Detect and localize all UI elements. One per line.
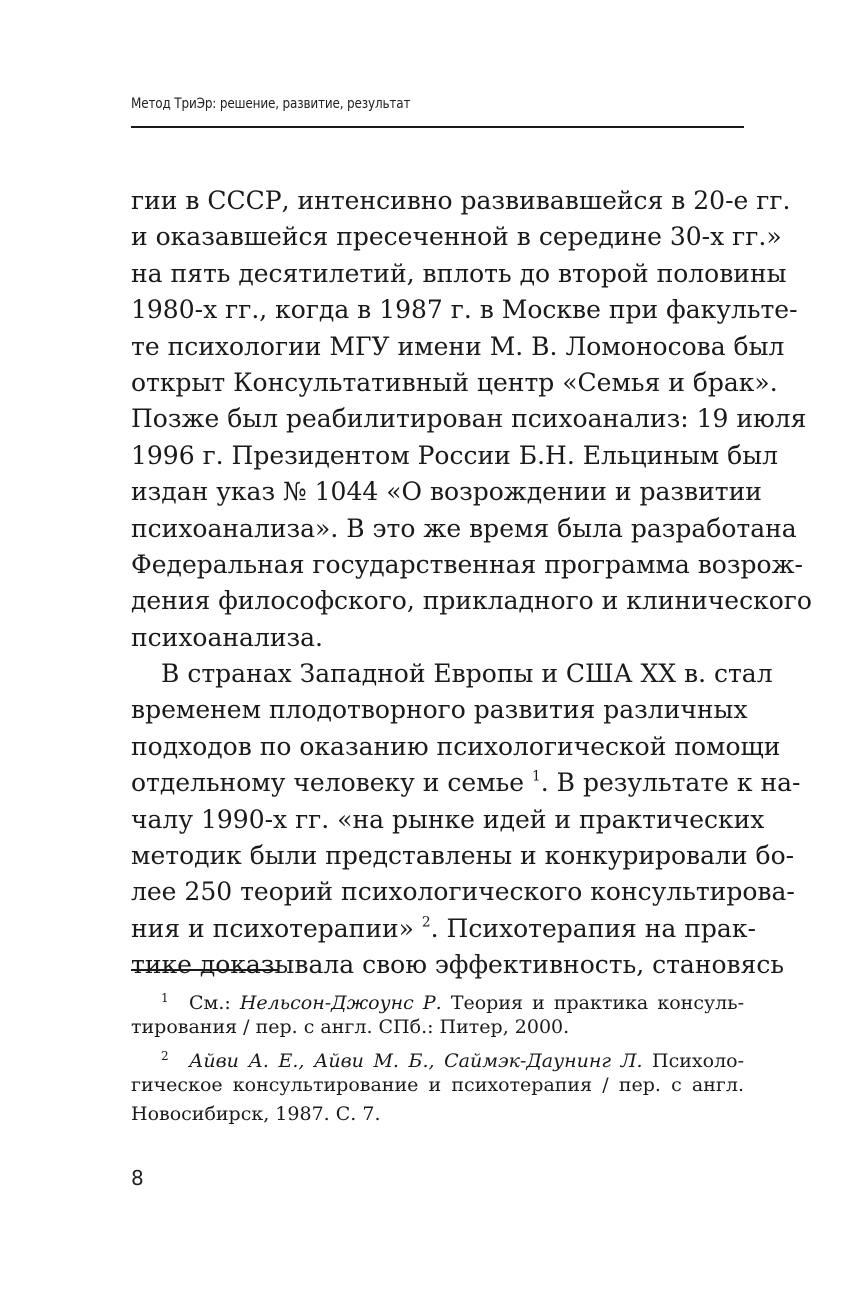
text-line: психоанализа». В это же время была разработана — [131, 513, 797, 543]
text-fragment: Психоло- — [642, 1050, 744, 1072]
footnote-1 — [131, 984, 744, 1013]
text-line: издан указ № 1044 «О возрождении и развитии — [131, 477, 762, 507]
text-line: дения философского, прикладного и клинического — [131, 586, 812, 616]
text-fragment: ния и психотерапии» — [131, 913, 422, 943]
footnote-author: Айви А. Е., Айви М. Б., Саймэк-Даунинг Л. — [189, 1050, 643, 1072]
text-line: чалу 1990-х гг. «на рынке идей и практических — [131, 804, 765, 834]
text-line: Позже был реабилитирован психоанализ: 19 июля — [131, 404, 807, 434]
footnote-line: Новосибирск, 1987. С. 7. — [131, 1103, 381, 1125]
text-line: Федеральная государственная программа возрож- — [131, 549, 803, 579]
text-line: гии в СССР, интенсивно развивавшейся в 20-е гг. — [131, 186, 791, 215]
footnote-line: тирования / пер. с англ. СПб.: Питер, 2000. — [131, 1016, 570, 1038]
footnote-mark: 1 — [161, 991, 169, 1005]
text-line: 1996 г. Президентом России Б.Н. Ельциным был — [131, 440, 779, 470]
footnote-ref-1[interactable]: 1 — [532, 768, 541, 785]
body-text — [131, 183, 812, 984]
page-number: 8 — [131, 1166, 144, 1190]
text-line: подходов по оказанию психологической помощи — [131, 731, 781, 761]
text-line: тике доказывала свою эффективность, становясь — [131, 950, 785, 980]
footnote-author: Нельсон-Джоунс Р. — [239, 992, 442, 1014]
text-fragment: . В результате к на- — [540, 768, 801, 798]
text-line: лее 250 теорий психологического консультирова- — [131, 877, 795, 907]
text-line — [131, 911, 756, 947]
text-line: методик были представлены и конкурировали бо- — [131, 841, 795, 871]
text-line: открыт Консультативный центр «Семья и брак». — [131, 367, 778, 397]
footnote-2 — [131, 1042, 744, 1071]
header-rule — [131, 126, 744, 128]
running-head: Метод ТриЭр: решение, развитие, результат — [131, 96, 411, 112]
footnote-mark: 2 — [161, 1049, 169, 1063]
text-fragment: Теория и практика консуль- — [441, 992, 744, 1014]
text-line — [131, 765, 801, 801]
text-line: 1980-х гг., когда в 1987 г. в Москве при факульте- — [131, 295, 798, 325]
footnote-ref-2[interactable]: 2 — [421, 914, 431, 931]
text-line: и оказавшейся пресеченной в середине 30-х гг.» — [131, 222, 782, 252]
text-line: психоанализа. — [131, 622, 323, 652]
text-fragment: См.: — [189, 992, 240, 1014]
text-line: В странах Западной Европы и США XX в. стал — [161, 659, 773, 689]
text-line: те психологии МГУ имени М. В. Ломоносова был — [131, 331, 785, 361]
footnote-line: гическое консультирование и психотерапия / пер. с англ. — [131, 1074, 744, 1096]
footnotes — [131, 984, 744, 1129]
text-fragment: . Психотерапия на прак- — [430, 913, 756, 943]
text-line: на пять десятилетий, вплоть до второй половины — [131, 258, 787, 288]
text-fragment: отдельному человеку и семье — [131, 768, 532, 798]
text-line: временем плодотворного развития различных — [131, 695, 748, 725]
footnote-rule — [131, 969, 279, 971]
